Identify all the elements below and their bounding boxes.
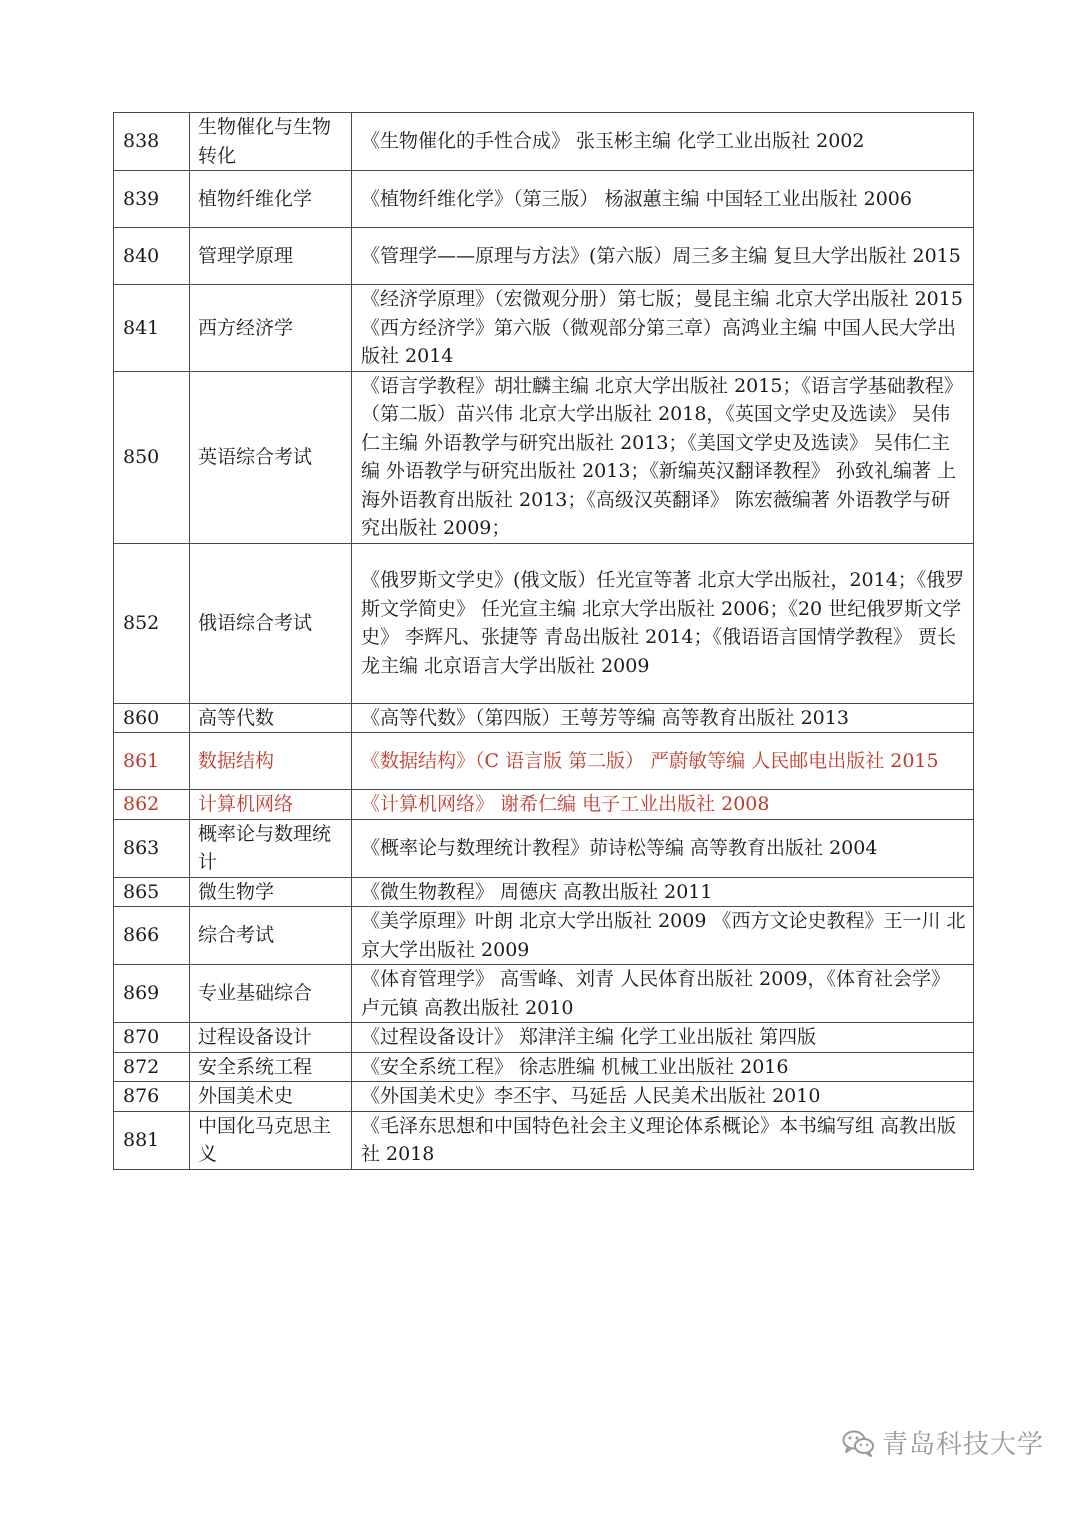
row-code: 865 (114, 877, 190, 907)
row-code: 866 (114, 907, 190, 965)
row-reference: 《管理学——原理与方法》(第六版）周三多主编 复旦大学出版社 2015 (352, 228, 974, 285)
row-subject: 计算机网络 (190, 790, 352, 820)
row-subject: 概率论与数理统计 (190, 819, 352, 877)
row-subject: 英语综合考试 (190, 371, 352, 543)
row-reference: 《计算机网络》 谢希仁编 电子工业出版社 2008 (352, 790, 974, 820)
row-code: 872 (114, 1052, 190, 1082)
row-subject: 生物催化与生物转化 (190, 113, 352, 171)
table-row (114, 1111, 974, 1169)
table-row (114, 907, 974, 965)
row-reference: 《微生物教程》 周德庆 高教出版社 2011 (352, 877, 974, 907)
row-reference: 《数据结构》（C 语言版 第二版） 严蔚敏等编 人民邮电出版社 2015 (352, 733, 974, 790)
table-row (114, 819, 974, 877)
row-code: 841 (114, 285, 190, 372)
table-row (114, 285, 974, 372)
watermark (842, 1424, 1044, 1461)
row-code: 876 (114, 1082, 190, 1112)
row-subject: 过程设备设计 (190, 1023, 352, 1053)
row-subject: 高等代数 (190, 703, 352, 733)
row-reference: 《过程设备设计》 郑津洋主编 化学工业出版社 第四版 (352, 1023, 974, 1053)
row-reference: 《外国美术史》李丕宇、马延岳 人民美术出版社 2010 (352, 1082, 974, 1112)
table-row (114, 733, 974, 790)
watermark-text: 青岛科技大学 (882, 1430, 1045, 1460)
row-subject: 植物纤维化学 (190, 171, 352, 228)
row-subject: 中国化马克思主义 (190, 1111, 352, 1169)
row-subject: 专业基础综合 (190, 965, 352, 1023)
row-subject: 综合考试 (190, 907, 352, 965)
table-row (114, 790, 974, 820)
row-code: 840 (114, 228, 190, 285)
row-code: 860 (114, 703, 190, 733)
row-code: 861 (114, 733, 190, 790)
table-row (114, 965, 974, 1023)
wechat-icon (842, 1429, 876, 1457)
reference-book-table (113, 112, 974, 1170)
table-row (114, 877, 974, 907)
row-reference: 《俄罗斯文学史》(俄文版）任光宣等著 北京大学出版社，2014；《俄罗斯文学简史》 任光宣主编 北京大学出版社 2006；《20 世纪俄罗斯文学史》 李辉凡、张捷等 青岛出版社 2014；《俄语语言国情学教程》 贾长龙主编 北京语言大学出版社 2009 (352, 543, 974, 703)
table-row (114, 371, 974, 543)
row-subject: 数据结构 (190, 733, 352, 790)
table-row (114, 1082, 974, 1112)
row-reference: 《生物催化的手性合成》 张玉彬主编 化学工业出版社 2002 (352, 113, 974, 171)
row-reference: 《语言学教程》胡壮麟主编 北京大学出版社 2015；《语言学基础教程》（第二版）苗兴伟 北京大学出版社 2018，《英国文学史及选读》 吴伟仁主编 外语教学与研究出版社 2013；《美国文学史及选读》 吴伟仁主编 外语教学与研究出版社 2013；《新编英汉翻译教程》 孙致礼编著 上海外语教育出版社 2013；《高级汉英翻译》 陈宏薇编著 外语教学与研究出版社 2009； (352, 371, 974, 543)
table-row (114, 113, 974, 171)
table-row (114, 171, 974, 228)
table-row (114, 1023, 974, 1053)
row-reference: 《高等代数》（第四版）王萼芳等编 高等教育出版社 2013 (352, 703, 974, 733)
table-row (114, 703, 974, 733)
row-subject: 微生物学 (190, 877, 352, 907)
row-code: 862 (114, 790, 190, 820)
row-reference: 《经济学原理》（宏微观分册）第七版；曼昆主编 北京大学出版社 2015 《西方经济学》第六版（微观部分第三章）高鸿业主编 中国人民大学出版社 2014 (352, 285, 974, 372)
row-reference: 《概率论与数理统计教程》茆诗松等编 高等教育出版社 2004 (352, 819, 974, 877)
row-subject: 西方经济学 (190, 285, 352, 372)
table-body (114, 113, 974, 1170)
row-reference: 《体育管理学》 高雪峰、刘青 人民体育出版社 2009，《体育社会学》 卢元镇 高教出版社 2010 (352, 965, 974, 1023)
row-code: 869 (114, 965, 190, 1023)
row-reference: 《植物纤维化学》（第三版） 杨淑蕙主编 中国轻工业出版社 2006 (352, 171, 974, 228)
row-code: 839 (114, 171, 190, 228)
table-row (114, 543, 974, 703)
row-subject: 俄语综合考试 (190, 543, 352, 703)
row-code: 852 (114, 543, 190, 703)
table-row (114, 1052, 974, 1082)
row-code: 863 (114, 819, 190, 877)
row-reference: 《毛泽东思想和中国特色社会主义理论体系概论》本书编写组 高教出版社 2018 (352, 1111, 974, 1169)
row-code: 838 (114, 113, 190, 171)
row-subject: 安全系统工程 (190, 1052, 352, 1082)
table-row (114, 228, 974, 285)
row-subject: 外国美术史 (190, 1082, 352, 1112)
row-reference: 《美学原理》叶朗 北京大学出版社 2009 《西方文论史教程》王一川 北京大学出版社 2009 (352, 907, 974, 965)
row-reference: 《安全系统工程》 徐志胜编 机械工业出版社 2016 (352, 1052, 974, 1082)
row-code: 850 (114, 371, 190, 543)
row-code: 870 (114, 1023, 190, 1053)
row-subject: 管理学原理 (190, 228, 352, 285)
row-code: 881 (114, 1111, 190, 1169)
